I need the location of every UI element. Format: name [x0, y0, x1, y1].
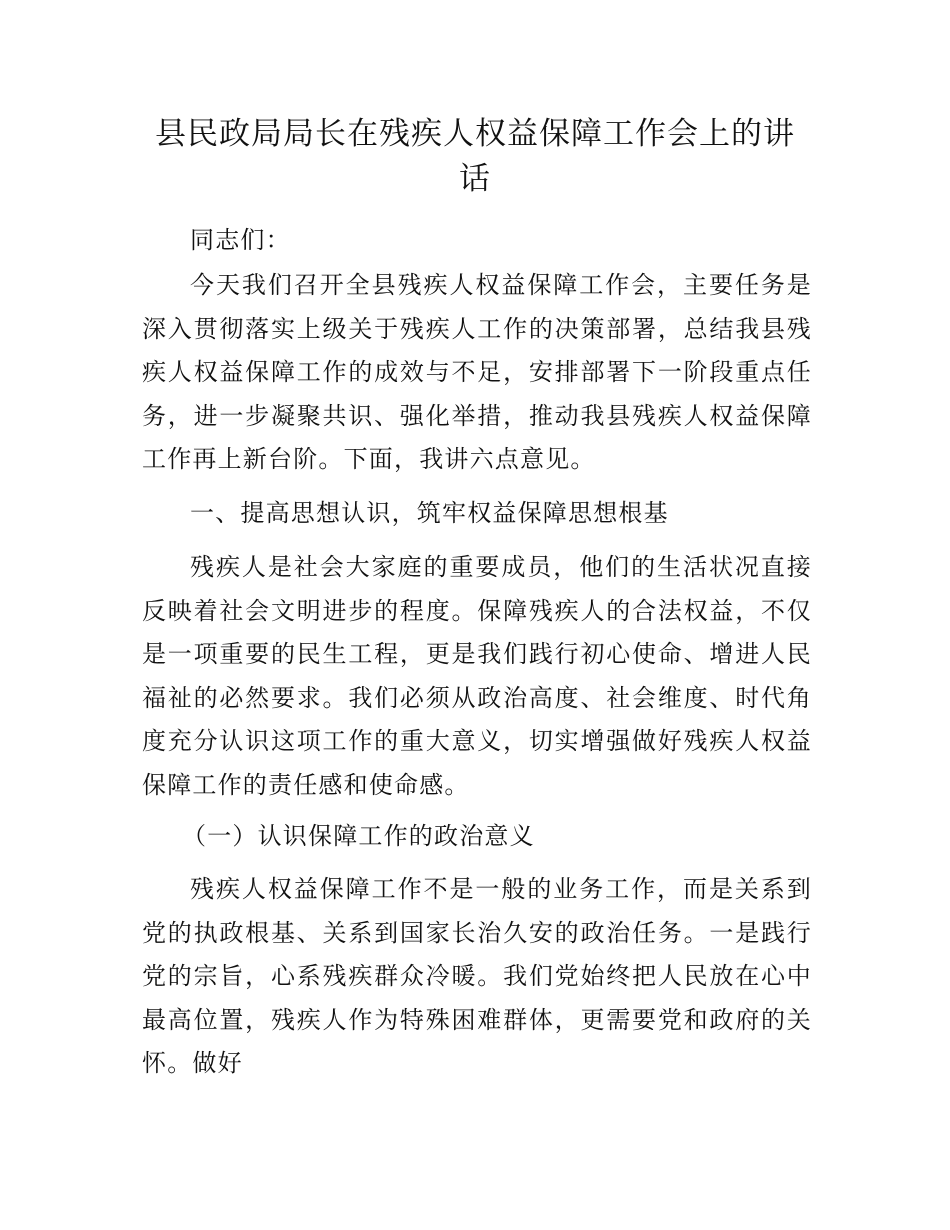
salutation: 同志们：: [190, 226, 291, 254]
intro-paragraph: 今天我们召开全县残疾人权益保障工作会，主要任务是深入贯彻落实上级关于残疾人工作的决策部署，总结我县残疾人权益保障工作的成效与不足，安排部署下一阶段重点任务，进一步凝聚共识、强化举措，推动我县残疾人权益保障工作再上新台阶。下面，我讲六点意见。: [142, 271, 812, 473]
section-heading-1: 一、提高思想认识，筑牢权益保障思想根基: [190, 499, 669, 527]
section-1-paragraph: 残疾人是社会大家庭的重要成员，他们的生活状况直接反映着社会文明进步的程度。保障残疾人的合法权益，不仅是一项重要的民生工程，更是我们践行初心使命、增进人民福祉的必然要求。我们必须从政治高度、社会维度、时代角度充分认识这项工作的重大意义，切实增强做好残疾人权益保障工作的责任感和使命感。: [142, 553, 812, 799]
document-title: 县民政局局长在残疾人权益保障工作会上的讲话: [155, 116, 795, 197]
subsection-heading-1-1: （一）认识保障工作的政治意义: [182, 822, 535, 850]
subsection-1-1-paragraph: 残疾人权益保障工作不是一般的业务工作，而是关系到党的执政根基、关系到国家长治久安的政治任务。一是践行党的宗旨，心系残疾群众冷暖。我们党始终把人民放在心中最高位置，残疾人作为特殊困难群体，更需要党和政府的关怀。做好: [142, 875, 812, 1077]
